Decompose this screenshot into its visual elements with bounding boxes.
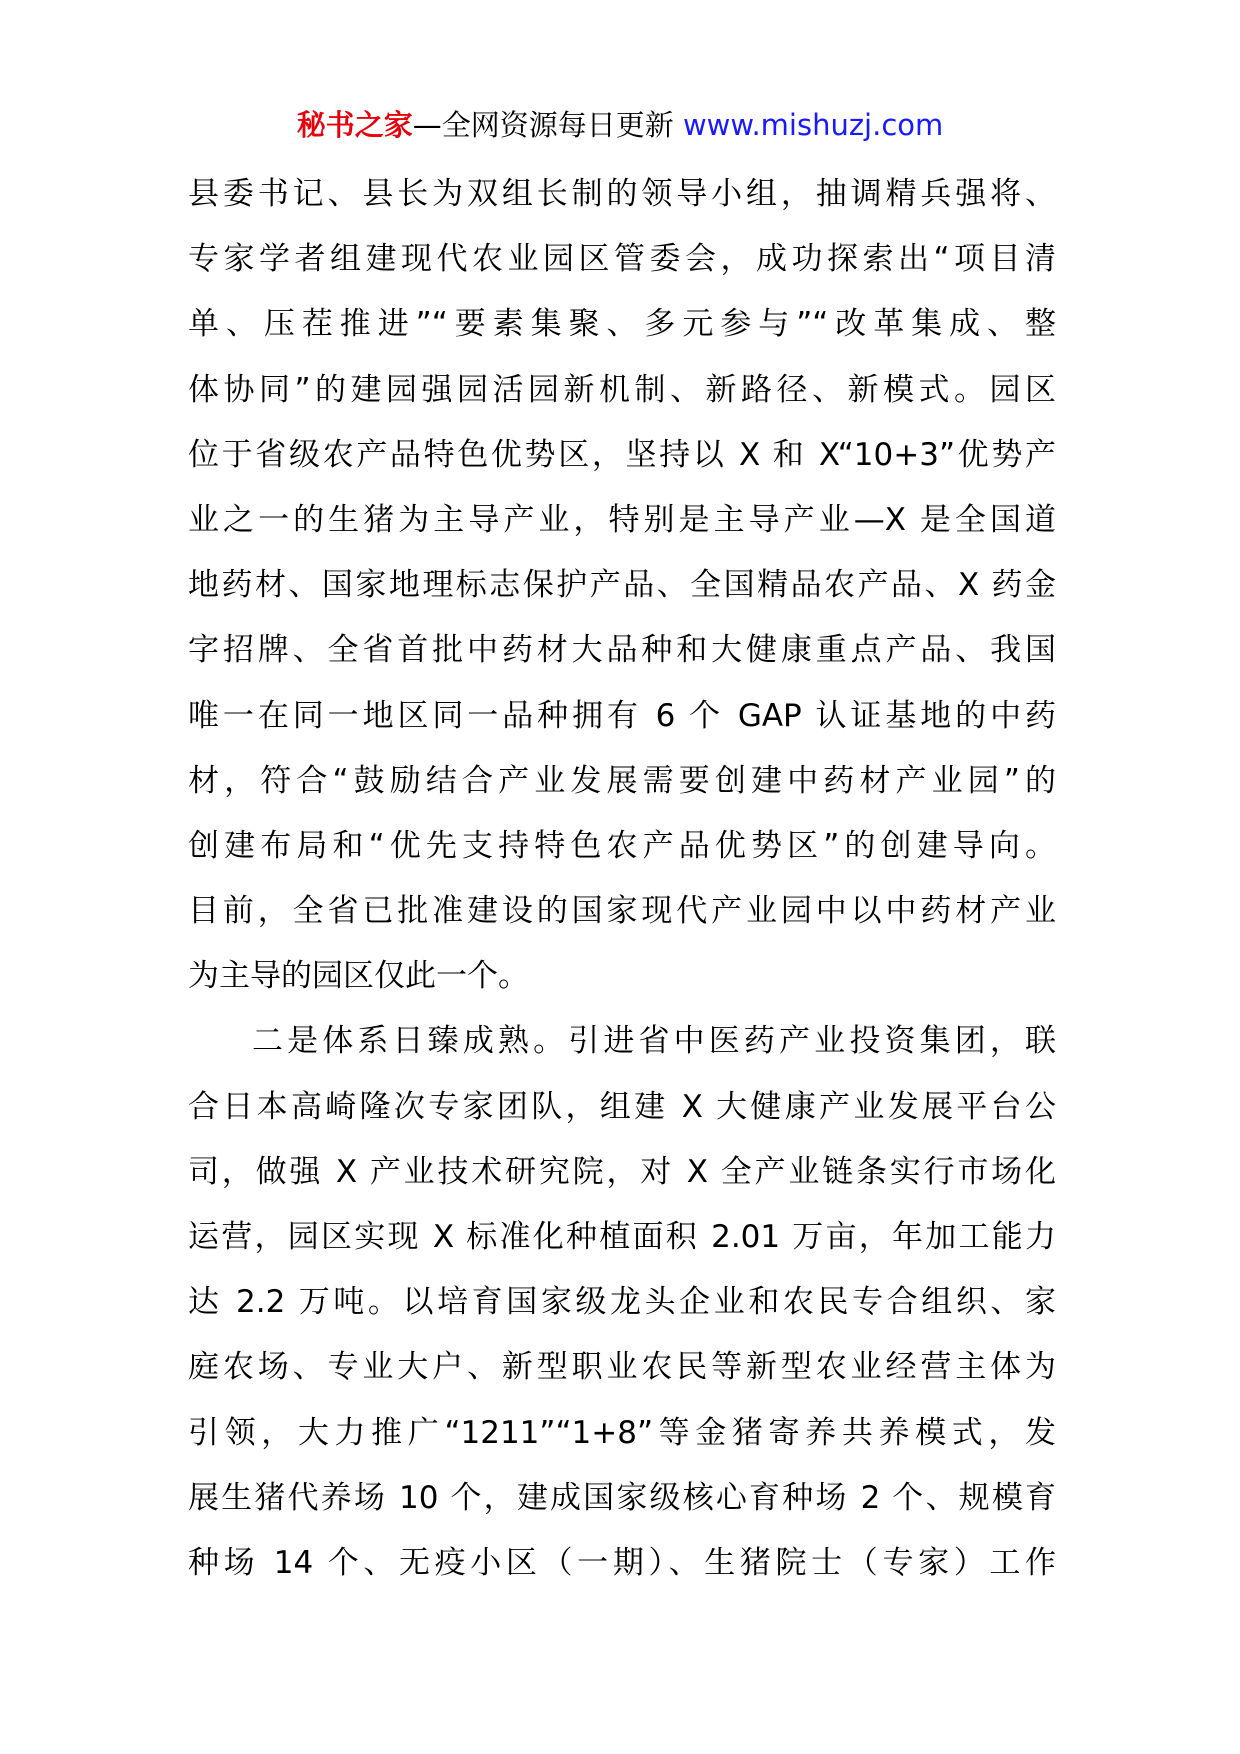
text-line: 创建布局和“优先支持特色农产品优势区”的创建导向。 — [188, 827, 1056, 864]
text-line: 材，符合“鼓励结合产业发展需要创建中药材产业园”的 — [188, 762, 1056, 799]
paragraph-first-line: 二是体系日臻成熟。引进省中医药产业投资集团，联 — [252, 1023, 1056, 1060]
text-line: 运营，园区实现 X 标准化种植面积 2.01 万亩，年加工能力 — [188, 1219, 1056, 1255]
text-line: 引领，大力推广“1211”“1+8”等金猪寄养共养模式，发 — [188, 1414, 1056, 1451]
text-line: 体协同”的建园强园活园新机制、新路径、新模式。园区 — [188, 371, 1056, 408]
text-line: 县委书记、县长为双组长制的领导小组，抽调精兵强将、 — [188, 176, 1056, 212]
text-line: 业之一的生猪为主导产业，特别是主导产业—X 是全国道 — [188, 501, 1056, 538]
text-line: 字招牌、全省首批中药材大品种和大健康重点产品、我国 — [188, 632, 1056, 669]
text-line: 位于省级农产品特色优势区，坚持以 X 和 X“10+3”优势产 — [188, 436, 1056, 473]
paragraph-end-line: 为主导的园区仅此一个。 — [188, 958, 529, 995]
body-text — [188, 162, 1056, 1596]
header-brand: 秘书之家 — [296, 108, 413, 142]
text-line: 唯一在同一地区同一品种拥有 6 个 GAP 认证基地的中药 — [188, 697, 1056, 734]
text-line: 种场 14 个、无疫小区（一期）、生猪院士（专家）工作 — [188, 1544, 1056, 1581]
text-line: 地药材、国家地理标志保护产品、全国精品农产品、X 药金 — [188, 567, 1056, 604]
text-line: 专家学者组建现代农业园区管委会，成功探索出“项目清 — [188, 241, 1056, 278]
text-line: 单、压茬推进”“要素集聚、多元参与”“改革集成、整 — [188, 306, 1056, 343]
page-header — [0, 100, 1240, 150]
text-line: 合日本高崎隆次专家团队，组建 X 大健康产业发展平台公 — [188, 1088, 1056, 1125]
header-tagline: —全网资源每日更新 — [412, 108, 674, 142]
text-line: 目前，全省已批准建设的国家现代产业园中以中药材产业 — [188, 893, 1056, 930]
text-line: 达 2.2 万吨。以培育国家级龙头企业和农民专合组织、家 — [188, 1284, 1056, 1321]
text-line: 司，做强 X 产业技术研究院，对 X 全产业链条实行市场化 — [188, 1153, 1056, 1190]
text-line: 展生猪代养场 10 个，建成国家级核心育种场 2 个、规模育 — [188, 1479, 1056, 1516]
text-line: 庭农场、专业大户、新型职业农民等新型农业经营主体为 — [188, 1349, 1056, 1386]
header-url-link[interactable]: www.mishuzj.com — [682, 108, 944, 142]
